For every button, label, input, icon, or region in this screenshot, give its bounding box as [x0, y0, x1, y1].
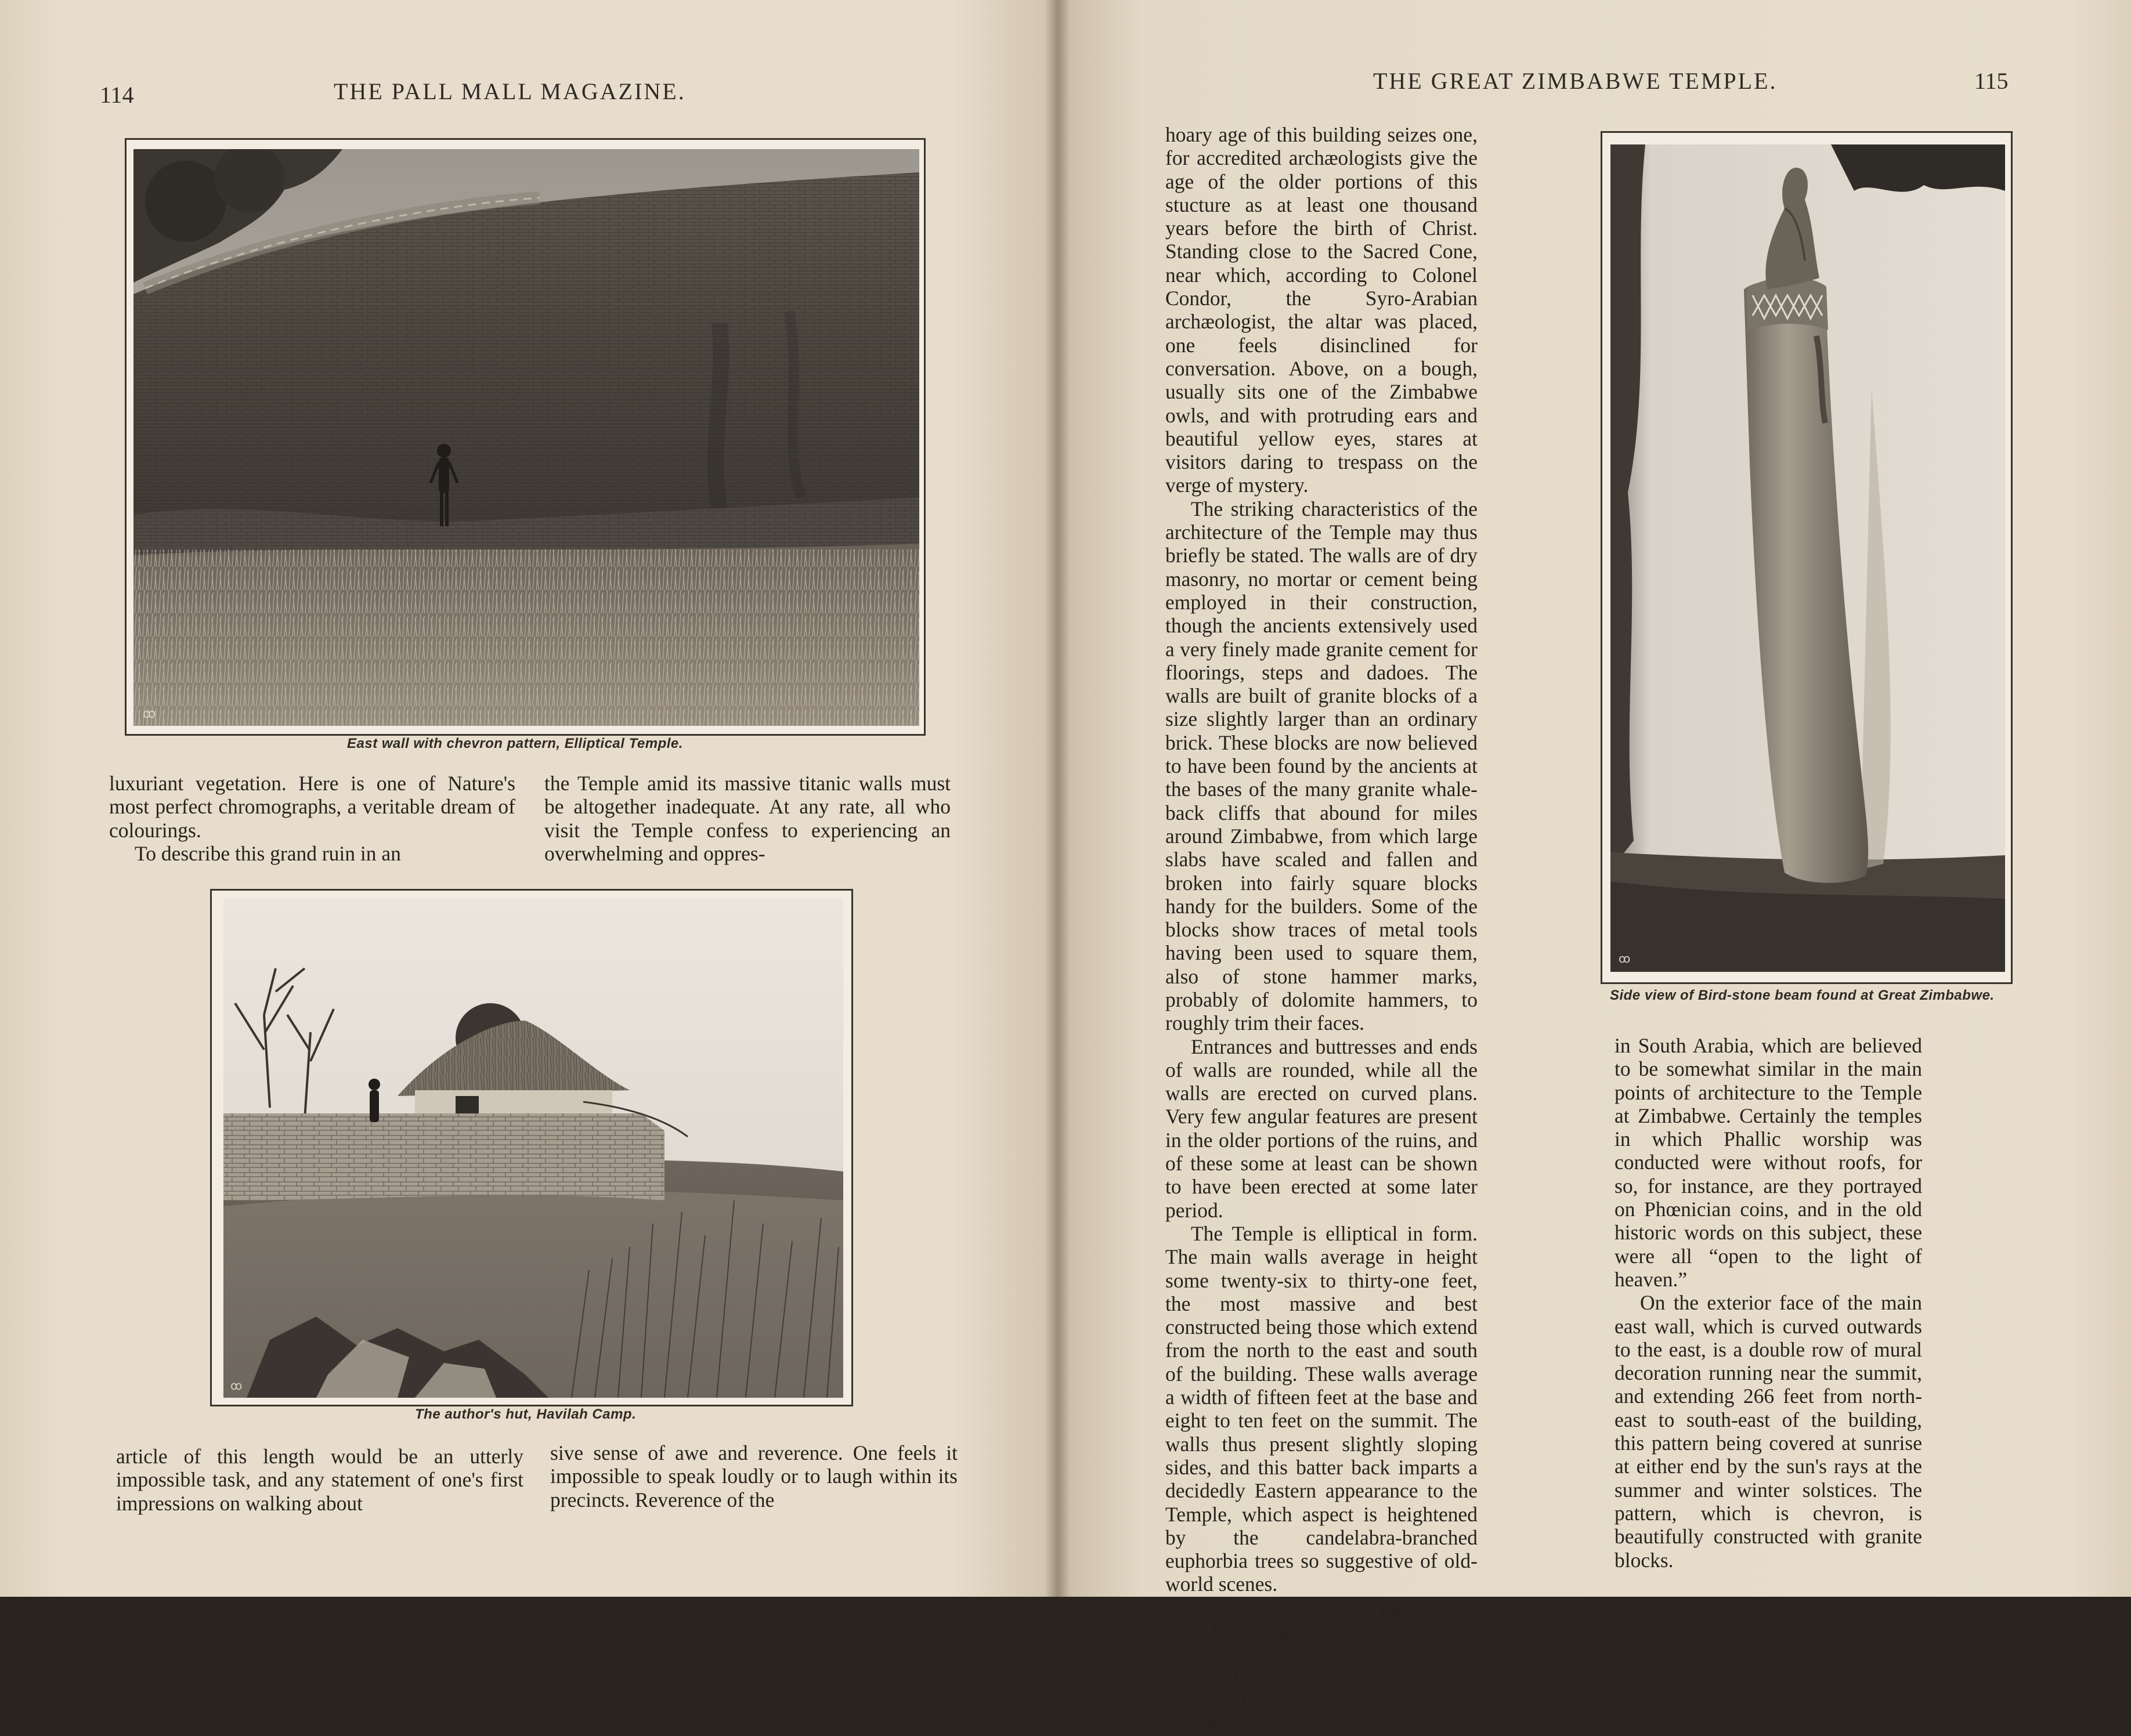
authors-hut-image	[223, 899, 843, 1398]
left-folio: 114	[100, 82, 134, 108]
left-col1-top	[109, 772, 515, 865]
bird-stone-image	[1610, 144, 2005, 972]
photo-east-wall	[125, 138, 926, 736]
right-col2	[1614, 1034, 1922, 1572]
caption-authors-hut: The author's hut, Havilah Camp.	[415, 1406, 637, 1422]
right-folio: 115	[1974, 68, 2009, 94]
paragraph: sive sense of awe and reverence. One feels it impossible to speak loudly or to laugh within its precincts. Reverence of the	[550, 1441, 958, 1511]
paragraph: The striking characteristics of the architecture of the Temple may thus briefly be stated. The walls are of dry masonry, no mortar or cement being employed in their construction, though the ancients extensively used a very finely made granite cement for floorings, steps and dadoes. The walls are built of granite blocks of a size slightly larger than an ordinary brick. These blocks are now believed to have been found by the ancients at the bases of the many granite whale-back cliffs that abound for miles around Zimbabwe, from which large slabs have scaled and fallen and broken into fairly square blocks handy for the builders. Some of the blocks show traces of metal tools having been used to square them, also of stone hammer marks, probably of dolomite hammers, to roughly trim their faces.	[1165, 497, 1478, 1035]
paragraph: The Temple does not appear ever to have been roofed, nor were the temples	[1165, 1666, 1478, 1736]
paragraph: The Temple is elliptical in form. The main walls average in height some twenty-six to thirty-one feet, the most massive and best constructed being those which extend from the north to the east and south of the building. These walls average a width of fifteen feet at the base and eight to ten feet on the summit. The walls thus present slightly sloping sides, and this batter back imparts a decidedly Eastern appearance to the Temple, which aspect is heightened by the candelabra-branched euphorbia trees so suggestive of old-world scenes.	[1165, 1221, 1478, 1596]
left-running-head: THE PALL MALL MAGAZINE.	[334, 78, 686, 104]
paragraph: luxuriant vegetation. Here is one of Nature's most perfect chromographs, a veritable dream of colourings.	[109, 772, 515, 842]
svg-text:ꝏ: ꝏ	[230, 1380, 243, 1393]
paragraph: article of this length would be an utterly impossible task, and any statement of one's first impressions on walking about	[116, 1445, 523, 1515]
left-col1-bottom	[116, 1445, 523, 1515]
paragraph: On the exterior face of the main east wall, which is curved outwards to the east, is a double row of mural decoration running near the summit, and extending 266 feet from north-east to south-east of the building, this pattern being covered at sunrise at either end by the sun's rays at the summer and winter solstices. The pattern, which is chevron, is beautifully constructed with granite blocks.	[1614, 1291, 1922, 1572]
left-page	[0, 0, 1057, 1597]
paragraph: hoary age of this building seizes one, for accredited archæologists give the age of the older portions of this stucture as at least one thousand years before the birth of Christ. Standing close to the Sacred Cone, near which, according to Colonel Condor, the Syro-Arabian archæologist, the altar was placed, one feels disinclined for conversation. Above, on a bough, usually sits one of the Zimbabwe owls, and with protruding ears and beautiful yellow eyes, stares at visitors daring to trespass on the verge of mystery.	[1165, 123, 1478, 497]
paragraph: The circumference of the exterior is 831 feet, and of the interior 766 feet.	[1165, 1596, 1478, 1666]
right-running-head: THE GREAT ZIMBABWE TEMPLE.	[1373, 68, 1778, 94]
caption-bird-stone-beam: Side view of Bird-stone beam found at Great Zimbabwe.	[1610, 988, 1995, 1003]
paragraph: To describe this grand ruin in an	[135, 841, 401, 865]
book-gutter	[1045, 0, 1070, 1597]
paragraph: the Temple amid its massive titanic walls must be altogether inadequate. At any rate, all who visit the Temple confess to experiencing an overwhelming and oppres-	[544, 772, 951, 865]
svg-text:ꝏ: ꝏ	[143, 706, 156, 721]
left-col2-bottom	[550, 1441, 958, 1511]
paragraph: Entrances and buttresses and ends of walls are rounded, while all the walls are erected on curved plans. Very few angular features are present in the older portions of the ruins, and of these some at least can be shown to have been erected at some later period.	[1165, 1035, 1478, 1222]
photo-bird-stone-beam	[1601, 131, 2013, 984]
svg-text:ꝏ: ꝏ	[1619, 953, 1631, 965]
photo-authors-hut	[210, 889, 853, 1406]
east-wall-image	[133, 149, 919, 726]
right-page	[1057, 0, 2131, 1736]
caption-east-wall: East wall with chevron pattern, Elliptical Temple.	[347, 736, 683, 751]
right-col1	[1165, 123, 1478, 1736]
left-col2-top	[544, 772, 951, 865]
paragraph: in South Arabia, which are believed to be somewhat similar in the main points of architecture to the Temple at Zimbabwe. Certainly the temples in which Phallic worship was conducted were without roofs, for so, for instance, are they portrayed on Phœnician coins, and in the old historic words on this subject, these were all “open to the light of heaven.”	[1614, 1034, 1922, 1291]
